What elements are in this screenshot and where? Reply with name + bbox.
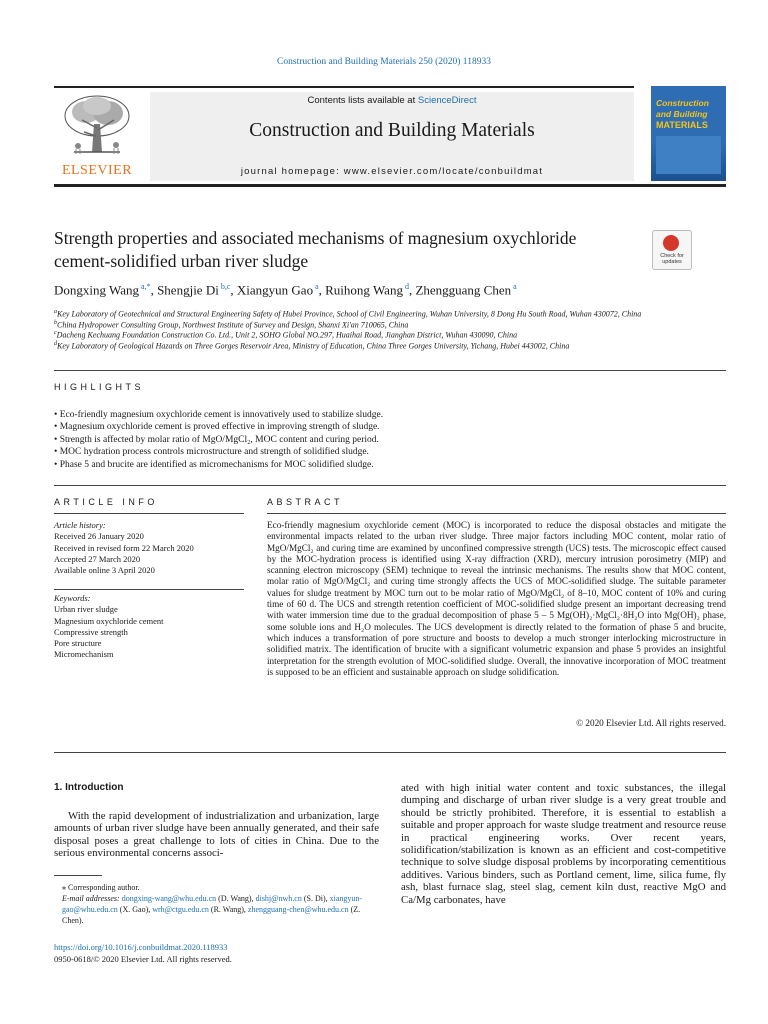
highlight-bullet: • [54, 410, 60, 420]
contents-available-line [150, 95, 634, 106]
highlights-heading: HIGHLIGHTS [54, 382, 145, 392]
history-item: Available online 3 April 2020 [54, 565, 155, 576]
highlight-item [54, 459, 734, 471]
author-name: Ruihong Wang [325, 282, 403, 298]
cover-title-line1: Construction [656, 98, 709, 108]
journal-reference-link[interactable]: Construction and Building Materials 250 (2020) 118933 [277, 57, 491, 67]
article-history-label: Article history: [54, 520, 106, 530]
keywords-rule [54, 589, 244, 590]
author-affiliation-marker[interactable]: b,c [218, 282, 231, 291]
cover-graphic [656, 136, 721, 174]
affiliation-text: Dacheng Kechuang Foundation Construction Co. Ltd., Unit 2, SOHO Global NO.297, Huaihai Road, Jianghan District, Wuhan 430090, China [56, 330, 518, 340]
highlight-text: Eco-friendly magnesium oxychloride cement is innovatively used to stabilize sludge. [59, 410, 384, 420]
highlight-text: Phase 5 and brucite are identified as micromechanisms for MOC solidified sludge. [59, 459, 374, 470]
highlight-bullet: • [54, 434, 60, 445]
keywords-block [54, 593, 244, 661]
abstract-copyright: © 2020 Elsevier Ltd. All rights reserved. [576, 718, 726, 728]
keyword-item: Compressive strength [54, 626, 128, 637]
highlight-bullet: • [54, 447, 60, 458]
header-bottom-rule [54, 184, 726, 187]
affiliation-text: Key Laboratory of Geotechnical and Structural Engineering Safety of Hubei Province, School of Civil Engineering, Wuhan University, 8 Dong Hu South Road, Wuhan 430072, China [57, 309, 642, 319]
author-affiliation-marker[interactable]: a [313, 282, 319, 291]
elsevier-wordmark: ELSEVIER [61, 163, 133, 178]
cover-title-line2: and Building [656, 109, 708, 119]
article-history-items [54, 531, 244, 576]
history-item: Accepted 27 March 2020 [54, 553, 141, 564]
author-affiliation-marker[interactable]: a [511, 282, 517, 291]
affiliation-marker: c [54, 330, 57, 336]
author-separator: , [408, 282, 416, 298]
author-name: Dongxing Wang [54, 282, 140, 298]
check-updates-icon [663, 235, 679, 251]
contents-prefix: Contents lists available at [307, 95, 418, 106]
email-link[interactable]: dongxing-wang@whu.edu.cn [121, 894, 217, 903]
keyword-items [54, 604, 244, 660]
email-label: E-mail addresses: [62, 894, 122, 903]
author-name: Zhengguang Chen [415, 282, 512, 298]
history-item: Received 26 January 2020 [54, 531, 144, 542]
sciencedirect-link[interactable]: ScienceDirect [417, 95, 477, 106]
introduction-heading: 1. Introduction [54, 782, 124, 793]
keyword-item: Urban river sludge [54, 604, 118, 615]
email-owner: (Z. Chen). [62, 905, 361, 925]
affiliation-text: Key Laboratory of Geological Hazards on Three Gorges Reservoir Area, Ministry of Education, China Three Gorges University, Yichang, Hubei 443002, China [57, 341, 570, 351]
abstract-rule [267, 513, 726, 514]
author-affiliation-marker[interactable]: a,* [139, 282, 151, 291]
email-owner: (X. Gao), [117, 905, 153, 914]
keywords-label: Keywords: [54, 593, 91, 603]
author-separator: , [318, 282, 326, 298]
check-for-updates-button[interactable] [652, 230, 692, 270]
email-owner: (R. Wang), [208, 905, 248, 914]
history-item: Received in revised form 22 March 2020 [54, 542, 194, 553]
highlight-bullet: • [54, 459, 60, 470]
highlights-top-rule [54, 370, 726, 371]
keyword-item: Micromechanism [54, 649, 114, 660]
highlights-list [54, 409, 734, 471]
corresponding-author-note: ⁎ Corresponding author. [62, 883, 140, 892]
tree-logo-icon [54, 92, 140, 162]
author-name: Shengjie Di [157, 282, 219, 298]
highlight-text: MOC hydration process controls microstructure and strength of solidified sludge. [59, 447, 369, 458]
email-link[interactable]: wrh@ctgu.edu.cn [152, 905, 209, 914]
abstract-heading: ABSTRACT [267, 497, 344, 507]
author-name: Xiangyun Gao [236, 282, 314, 298]
footnotes [54, 882, 379, 926]
highlight-bullet: • [54, 422, 60, 433]
article-title: Strength properties and associated mechanisms of magnesium oxychloride cement-solidified urban river sludge [54, 228, 577, 271]
affiliation-marker: b [54, 320, 57, 326]
abstract-text: Eco-friendly magnesium oxychloride cement (MOC) is incorporated to reduce the disposal obstacles and mitigate the environmental impacts related to the urban river sludge. Three major factors including MOC content, molar ratio of MgO/MgCl₂ and curing time are examined by unconfined compressive strength (UCS) tests. The microscopic effect caused by the MOC-hydration process is identified using X-ray diffraction (XRD), mercury intrusion porosimetry (MIP) and scanning electron microscopy (SEM) technique to reveal the intrinsic mechanisms. The results show that MOC content, molar ratio of MgO/MgCl₂ and curing time strongly affects the UCS of MOC-solidified sludge. The suitable parameter values for sludge treatment by MOC turn out to be molar ratio of MgO/MgCl₂ of 8–10, MOC content of 10% and curing time of 60 d. The UCS and strength retention coefficient of MOC-solidified sludge present an important decreasing trend with water immersion time due to the gradual decomposition of phase 5 – 5 Mg(OH)₂·MgCl₂·8H₂O into Mg(OH)₂ phase, some soluble ions and H₂O molecules. The UCS development is directly related to the formation of phase 5 and brucite, which induces a transformation of pore structure and boosts to develop a much stronger interlocking microstructure in solidified matrix. The identification of brucite with a significant volumetric expansion and phase 5 provides an insightful interpretation for the strength evolution of MOC-solidified sludge. Overall, the innovative incorporation of MOC treatment is supposed to be an efficient and sustainable approach on sludge solidification. [267, 520, 726, 677]
keyword-item: Pore structure [54, 638, 102, 649]
body-left-column: With the rapid development of industrialization and urbanization, large amounts of urban river sludge have been annually generated, and their safe disposal poses a great challenge to lots of cities in China. Due to the serious environmental concerns associ- [54, 810, 379, 860]
email-owner: (D. Wang), [216, 894, 256, 903]
article-info-heading: ARTICLE INFO [54, 497, 158, 507]
highlights-bottom-rule [54, 485, 726, 486]
issn-line: 0950-0618/© 2020 Elsevier Ltd. All rights reserved. [54, 953, 232, 964]
author-separator: , [230, 282, 237, 298]
email-owner: (S. Di), [301, 894, 330, 903]
affiliation-marker: a [54, 309, 57, 315]
email-link[interactable]: zhengguang-chen@whu.edu.cn [247, 905, 349, 914]
email-link[interactable]: xiangyun-gao@whu.edu.cn [62, 894, 363, 914]
author-list [54, 282, 734, 298]
affiliation-text: China Hydropower Consulting Group, Northwest Institute of Survey and Design, Shanxi Xi'an 710065, China [57, 320, 409, 330]
check-updates-label: Check for updates [660, 253, 684, 265]
article-info-rule [54, 513, 244, 514]
email-link[interactable]: dishj@nwh.cn [255, 894, 302, 903]
keyword-item: Magnesium oxychloride cement [54, 615, 164, 626]
cover-title-line3: MATERIALS [656, 120, 708, 130]
article-history [54, 520, 244, 576]
body-right-column: ated with high initial water content and toxic substances, the illegal dumping and discharge of urban river sludge is a very great trouble and should be strictly prohibited. Therefore, it is essential to establish a suitable and proper approach for waste sludge treatment and resource reuse in practical engineering works. Over recent years, solidification/stabilization is known as an efficient and cost-competitive technique to solve sludge disposal problems by incorporating cementitious additives. Various binders, such as Portland cement, lime, silica fume, fly ash, blast furnace slag, steel slag, cement kiln dust, reactive MgO and Ca/Mg carbonates, have [401, 782, 726, 906]
author-separator: , [150, 282, 158, 298]
author-affiliation-marker[interactable]: d [402, 282, 409, 291]
doi-link[interactable]: https://doi.org/10.1016/j.conbuildmat.2020.118933 [54, 942, 228, 952]
highlight-item [54, 421, 734, 433]
journal-cover-image [651, 86, 726, 181]
abstract-bottom-rule [54, 752, 726, 753]
journal-title: Construction and Building Materials [249, 120, 535, 141]
affiliation-item [54, 339, 734, 352]
journal-homepage-link[interactable]: journal homepage: www.elsevier.com/locate/conbuildmat [240, 166, 544, 177]
highlight-item [54, 434, 734, 446]
footnote-rule [54, 875, 102, 876]
highlight-item [54, 446, 734, 458]
doi-block [54, 942, 379, 965]
header-top-rule [54, 86, 634, 88]
highlight-text: Strength is affected by molar ratio of MgO/MgCl₂, MOC content and curing period. [59, 434, 379, 445]
highlight-text: Magnesium oxychloride cement is proved effective in improving strength of sludge. [59, 422, 380, 433]
email-addresses [54, 893, 379, 926]
highlight-item [54, 409, 734, 421]
affiliation-marker: d [54, 341, 57, 347]
